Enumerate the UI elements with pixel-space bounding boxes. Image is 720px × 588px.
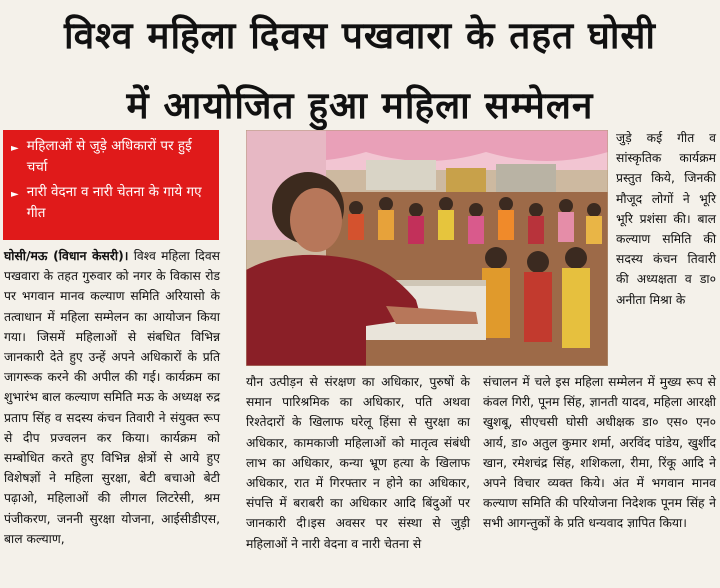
highlight-item [11, 136, 211, 178]
event-photo [246, 130, 608, 366]
event-photo-image [246, 130, 608, 366]
article-text: जुड़े कई गीत व सांस्कृतिक कार्यक्रम प्रस्तुत किये, जिनकी मौजूद लोगों ने भूरि भूरि प्रशंसा की। बाल कल्याण समिति की सदस्य कंचन तिवारी की अध्यक्षता व डा० अनीता मिश्रा के [616, 131, 716, 307]
triangle-right-icon: ► [11, 143, 19, 154]
highlight-item [11, 182, 211, 224]
article-column-3-bottom [483, 372, 716, 534]
triangle-right-icon: ► [11, 189, 19, 200]
highlights-box [3, 130, 219, 240]
article-text: विश्व महिला दिवस पखवारा के तहत गुरुवार को नगर के विकास रोड पर भगवान मानव कल्याण समिति अरियासो के तत्वाधान में महिला सम्मेलन का आयोजन किया गया। जिसमें महिलाओं से संबधित विभिन्न जानकारी देते हुए उन्हें अपने अधिकारों के प्रति जागरूक करने की अपील की गई। कार्यक्रम का शुभारंभ बाल कल्याण समिति मऊ के अध्यक्ष रुद्र प्रताप सिंह व सदस्य कंचन तिवारी ने संयुक्त रूप से दीप प्रज्वलन कर किया। कार्यक्रम को सम्बोधित करते हुए विभिन्न क्षेत्रों से आये हुए विशेषज्ञों ने महिला सुरक्षा, बेटी बचाओ बेटी पढ़ाओ, महिलाओं की लीगल लिटरेसी, श्रम पंजीकरण, जननी सुरक्षा योजना, आईसीडीएस, बाल कल्याण, [4, 249, 220, 546]
headline-line-2: में आयोजित हुआ महिला सम्मेलन [126, 84, 594, 127]
article-text: यौन उत्पीड़न से संरक्षण का अधिकार, पुरुषों के समान पारिश्रमिक का अधिकार, पति अथवा रिश्तेदारों के खिलाफ घरेलू हिंसा से सुरक्षा का अधिकार, कामकाजी महिलाओं को मातृत्व संबंधी लाभ का अधिकार, कन्या भ्रूण हत्या के खिलाफ अधिकार, रात में गिरफ्तार न होने का अधिकार, संपत्ति में बराबरी का अधिकार आदि बिंदुओं पर जानकारी दी।इस अवसर पर संस्था से जुड़ी महिलाओं ने नारी वेदना व नारी चेतना से [246, 375, 470, 551]
article-column-1 [4, 246, 220, 549]
article-column-2 [246, 372, 470, 554]
highlight-text: महिलाओं से जुड़े अधिकारों पर हुई चर्चा [26, 138, 192, 175]
headline [0, 4, 720, 138]
article-column-3-top [616, 128, 716, 310]
headline-line-1: विश्व महिला दिवस पखवारा के तहत घोसी [63, 14, 657, 57]
article-text: संचालन में चले इस महिला सम्मेलन में मुख्य रूप से कंवल गिरी, पूनम सिंह, ज्ञानती यादव, महिला आरक्षी खुशबू, सीएचसी घोसी अधीक्षक डा० एस० एन० आर्य, डा० अतुल कुमार शर्मा, अरविंद पांडेय, खुर्शीद खान, रमेशचंद्र सिंह, शशिकला, रीमा, रिंकू आदि ने अपने विचार व्यक्त किये। अंत में भगवान मानव कल्याण समिति की परियोजना निदेशक पूनम सिंह ने सभी आगन्तुकों के प्रति धन्यवाद ज्ञापित किया। [483, 375, 716, 531]
dateline: घोसी/मऊ (विधान केसरी)। [4, 249, 129, 263]
highlight-text: नारी वेदना व नारी चेतना के गाये गए गीत [26, 184, 202, 221]
